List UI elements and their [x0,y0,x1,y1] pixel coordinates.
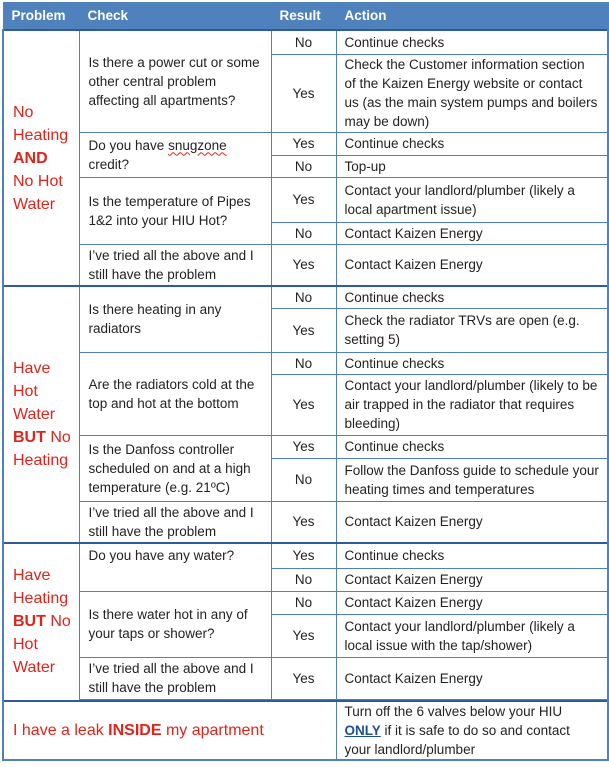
check-cell: I’ve tried all the above and I still have the problem [79,244,271,286]
problem-cell [3,30,79,286]
result-cell: Yes [271,614,336,657]
action-cell: Contact Kaizen Energy [336,657,608,699]
problem-text: No Hot Water [13,613,71,677]
problem-text: No Heating [13,103,69,144]
leak-only-emphasis: ONLY [344,722,381,738]
action-cell: Continue checks [336,435,608,458]
problem-keyword: AND [13,149,48,167]
action-cell: Contact your landlord/plumber (likely a local apartment issue) [336,177,608,222]
leak-keyword: INSIDE [108,721,162,739]
action-cell: Contact your landlord/plumber (likely to be air trapped in the radiator that requires bleeding) [336,374,608,435]
result-cell: No [271,30,336,54]
result-cell: Yes [271,244,336,286]
result-cell: Yes [271,132,336,155]
action-cell: Check the radiator TRVs are open (e.g. setting 5) [336,308,608,352]
check-cell: Is the Danfoss controller scheduled on and at a high temperature (e.g. 21ºC) [79,435,271,501]
leak-text: my apartment [161,721,264,739]
check-cell: Is the temperature of Pipes 1&2 into your HIU Hot? [79,177,271,244]
problem-cell [3,286,79,543]
problem-cell [3,543,79,701]
leak-action-cell [336,701,608,760]
table-row [3,543,608,568]
header-action: Action [336,2,608,30]
result-cell: Yes [271,543,336,568]
result-cell: Yes [271,308,336,352]
check-text: Do you have [88,137,169,153]
table-row [3,591,608,614]
check-cell: Is there heating in any radiators [79,286,271,352]
result-cell: No [271,352,336,374]
result-cell: Yes [271,435,336,458]
check-text: credit? [88,156,130,172]
table-row [3,501,608,543]
check-cell: Do you have any water? [79,543,271,591]
table-row [3,657,608,699]
result-cell: No [271,591,336,614]
leak-action-text: Turn off the 6 valves below your HIU [344,703,563,719]
leak-action-text: if it is safe to do so and contact your landlord/plumber [344,722,570,757]
header-check: Check [79,2,271,30]
spellcheck-word: snugzone [168,137,227,153]
table-row [3,244,608,286]
check-cell: I’ve tried all the above and I still have the problem [79,657,271,699]
check-cell: Is there a power cut or some other central problem affecting all apartments? [79,30,271,132]
action-cell: Continue checks [336,543,608,568]
result-cell: No [271,286,336,308]
action-cell: Continue checks [336,132,608,155]
check-cell: Are the radiators cold at the top and hot at the bottom [79,352,271,435]
action-cell: Continue checks [336,352,608,374]
result-cell: No [271,222,336,244]
table-row [3,30,608,54]
table-row [3,435,608,458]
table-row [3,177,608,222]
result-cell: No [271,155,336,177]
table-row [3,352,608,374]
problem-keyword: BUT [13,613,46,631]
check-cell [79,132,271,177]
result-cell: Yes [271,657,336,699]
action-cell: Top-up [336,155,608,177]
troubleshooting-table [2,2,609,761]
action-cell: Continue checks [336,30,608,54]
result-cell: Yes [271,501,336,543]
action-cell: Contact Kaizen Energy [336,501,608,543]
header-row [3,2,608,30]
table-row [3,132,608,155]
action-cell: Contact Kaizen Energy [336,222,608,244]
action-cell: Contact Kaizen Energy [336,591,608,614]
action-cell: Contact your landlord/plumber (likely a local issue with the tap/shower) [336,614,608,657]
problem-text: No Hot Water [13,172,63,213]
header-result: Result [271,2,336,30]
header-problem: Problem [3,2,79,30]
problem-text: Have Hot Water [13,360,56,423]
table-row [3,701,608,760]
check-cell: I’ve tried all the above and I still have the problem [79,501,271,543]
action-cell: Continue checks [336,286,608,308]
troubleshooting-table-container [2,2,607,765]
action-cell: Contact Kaizen Energy [336,568,608,591]
table-row [3,286,608,308]
action-cell: Check the Customer information section of the Kaizen Energy website or contact us (as the main system pumps and boilers may be down) [336,54,608,132]
action-cell: Contact Kaizen Energy [336,244,608,286]
check-cell: Is there water hot in any of your taps or shower? [79,591,271,657]
result-cell: Yes [271,177,336,222]
problem-text: No Heating [13,429,71,469]
action-cell: Follow the Danfoss guide to schedule your heating times and temperatures [336,458,608,501]
problem-text: Have Heating [13,567,69,608]
result-cell: Yes [271,54,336,132]
leak-problem-cell [3,701,336,760]
problem-keyword: BUT [13,429,46,446]
result-cell: No [271,568,336,591]
leak-text: I have a leak [13,721,109,739]
result-cell: Yes [271,374,336,435]
result-cell: No [271,458,336,501]
